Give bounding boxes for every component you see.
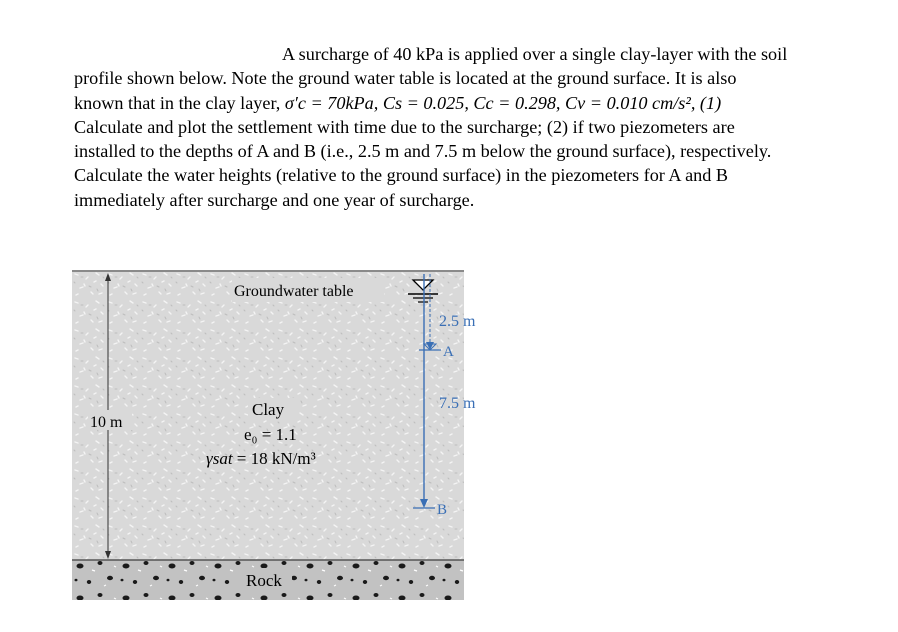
problem-line-1: A surcharge of 40 kPa is applied over a single clay-layer with the soil [282, 44, 788, 64]
problem-line-3-math: σ′c = 70kPa, Cs = 0.025, Cc = 0.298, Cv = 0.010 cm/s², (1) [284, 92, 722, 113]
void-ratio-label: e₀ = 1.1 [244, 425, 297, 444]
problem-line-5: installed to the depths of A and B (i.e., 2.5 m and 7.5 m below the ground surface), respectively. [74, 141, 772, 162]
soil-profile-figure [72, 270, 476, 600]
point-a-label: A [443, 344, 454, 360]
rock-label: Rock [246, 571, 282, 590]
problem-line-7: immediately after surcharge and one year of surcharge. [74, 189, 475, 210]
unit-weight-value: = 18 kN/m³ [232, 449, 316, 468]
depth-b-label: 7.5 m [439, 395, 476, 412]
gwt-label: Groundwater table [234, 283, 354, 300]
soil-profile-diagram [72, 270, 476, 600]
depth-a-label: 2.5 m [439, 313, 476, 330]
problem-line-4: Calculate and plot the settlement with time due to the surcharge; (2) if two piezometers are [74, 116, 735, 137]
clay-label: Clay [252, 400, 285, 419]
unit-weight-symbol: γsat [206, 449, 233, 468]
problem-statement [74, 42, 864, 212]
problem-line-6: Calculate the water heights (relative to the ground surface) in the piezometers for A and B [74, 165, 729, 186]
problem-line-3-text: known that in the clay layer, [74, 92, 285, 113]
unit-weight-label [206, 449, 316, 468]
problem-line-2: profile shown below. Note the ground water table is located at the ground surface. It is also [74, 68, 737, 89]
thickness-label: 10 m [90, 414, 123, 431]
point-b-label: B [437, 502, 448, 518]
